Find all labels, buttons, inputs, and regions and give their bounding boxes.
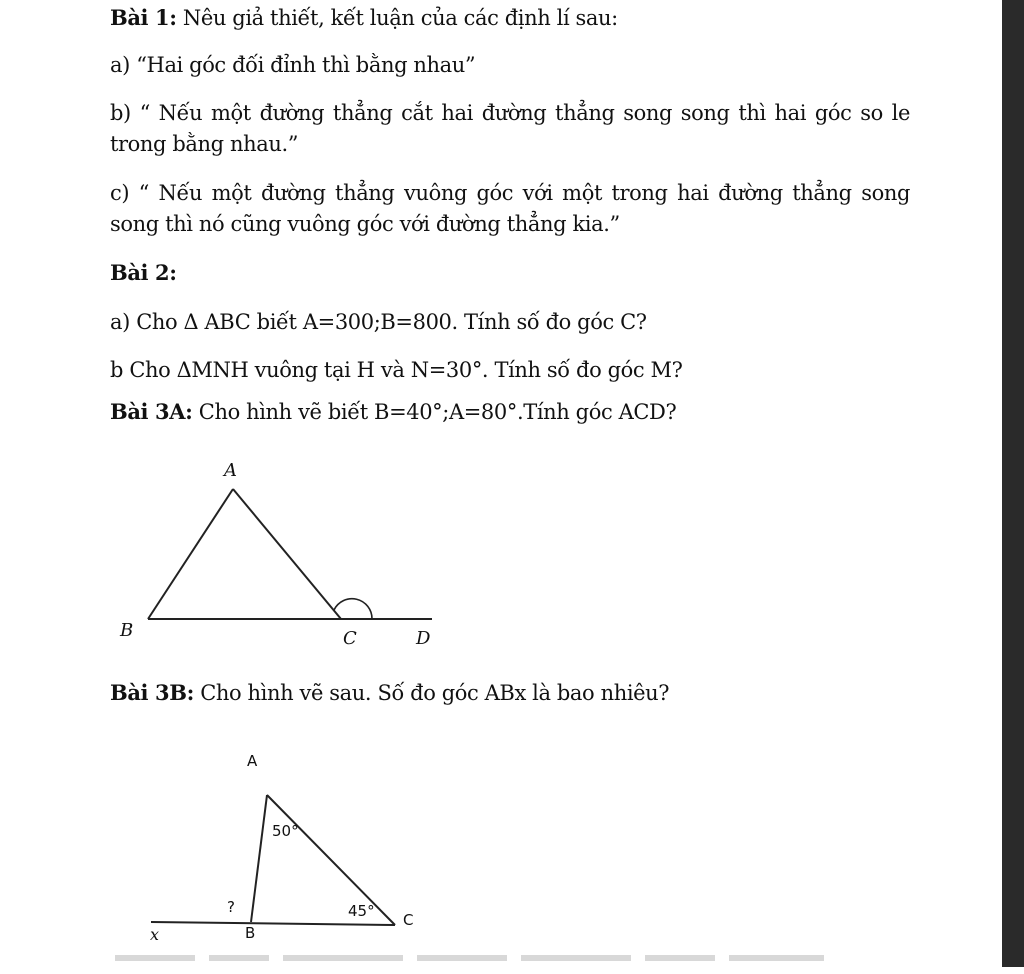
bai2-heading: Bài 2:: [110, 260, 177, 285]
label-c-3b: C: [403, 911, 414, 929]
figure-3b: [150, 752, 413, 944]
bai3a-text: Cho hình vẽ biết B=40°;A=80°.Tính góc ACD?: [198, 400, 677, 424]
segment-ab: [148, 489, 233, 619]
segment-ab-3b: [251, 795, 267, 922]
label-d: D: [416, 628, 431, 649]
bai1-intro: Nêu giả thiết, kết luận của các định lí sau:: [182, 6, 618, 30]
label-c: C: [343, 628, 357, 649]
label-a: A: [224, 460, 237, 481]
bai3b-text: Cho hình vẽ sau. Số đo góc ABx là bao nhiêu?: [200, 681, 670, 705]
bai2-a: a) Cho Δ ABC biết A=300;B=800. Tính số đo góc C?: [110, 310, 647, 334]
bai1-c: c) “ Nếu một đường thẳng vuông góc với một trong hai đường thẳng song song thì nó cũng vuông góc với đường thẳng kia.”: [110, 181, 910, 236]
bai3b-line: [110, 677, 970, 709]
segment-ac-3b: [267, 795, 395, 925]
label-a-3b: A: [247, 752, 258, 770]
angle-unknown-label: ?: [227, 898, 235, 916]
label-x-3b: x: [150, 925, 160, 944]
bai1-b: b) “ Nếu một đường thẳng cắt hai đường thẳng song song thì hai góc so le trong bằng nhau.”: [110, 101, 910, 156]
line-xc: [151, 922, 395, 925]
bai3b-heading: Bài 3B:: [110, 680, 194, 705]
label-b-3b: B: [245, 924, 256, 942]
label-b: B: [120, 620, 134, 641]
angle-c-label: 45°: [348, 902, 375, 920]
bai3a-heading: Bài 3A:: [110, 399, 193, 424]
bai1-heading: Bài 1:: [110, 5, 177, 30]
bai1-a: a) “Hai góc đối đỉnh thì bằng nhau”: [110, 53, 476, 77]
cut-off-text-line: [115, 955, 875, 967]
segment-ac: [233, 489, 341, 619]
figure-3a: [119, 460, 432, 649]
bai2-b: b Cho ΔMNH vuông tại H và N=30°. Tính số đo góc M?: [110, 358, 683, 382]
angle-a-label: 50°: [272, 822, 299, 840]
